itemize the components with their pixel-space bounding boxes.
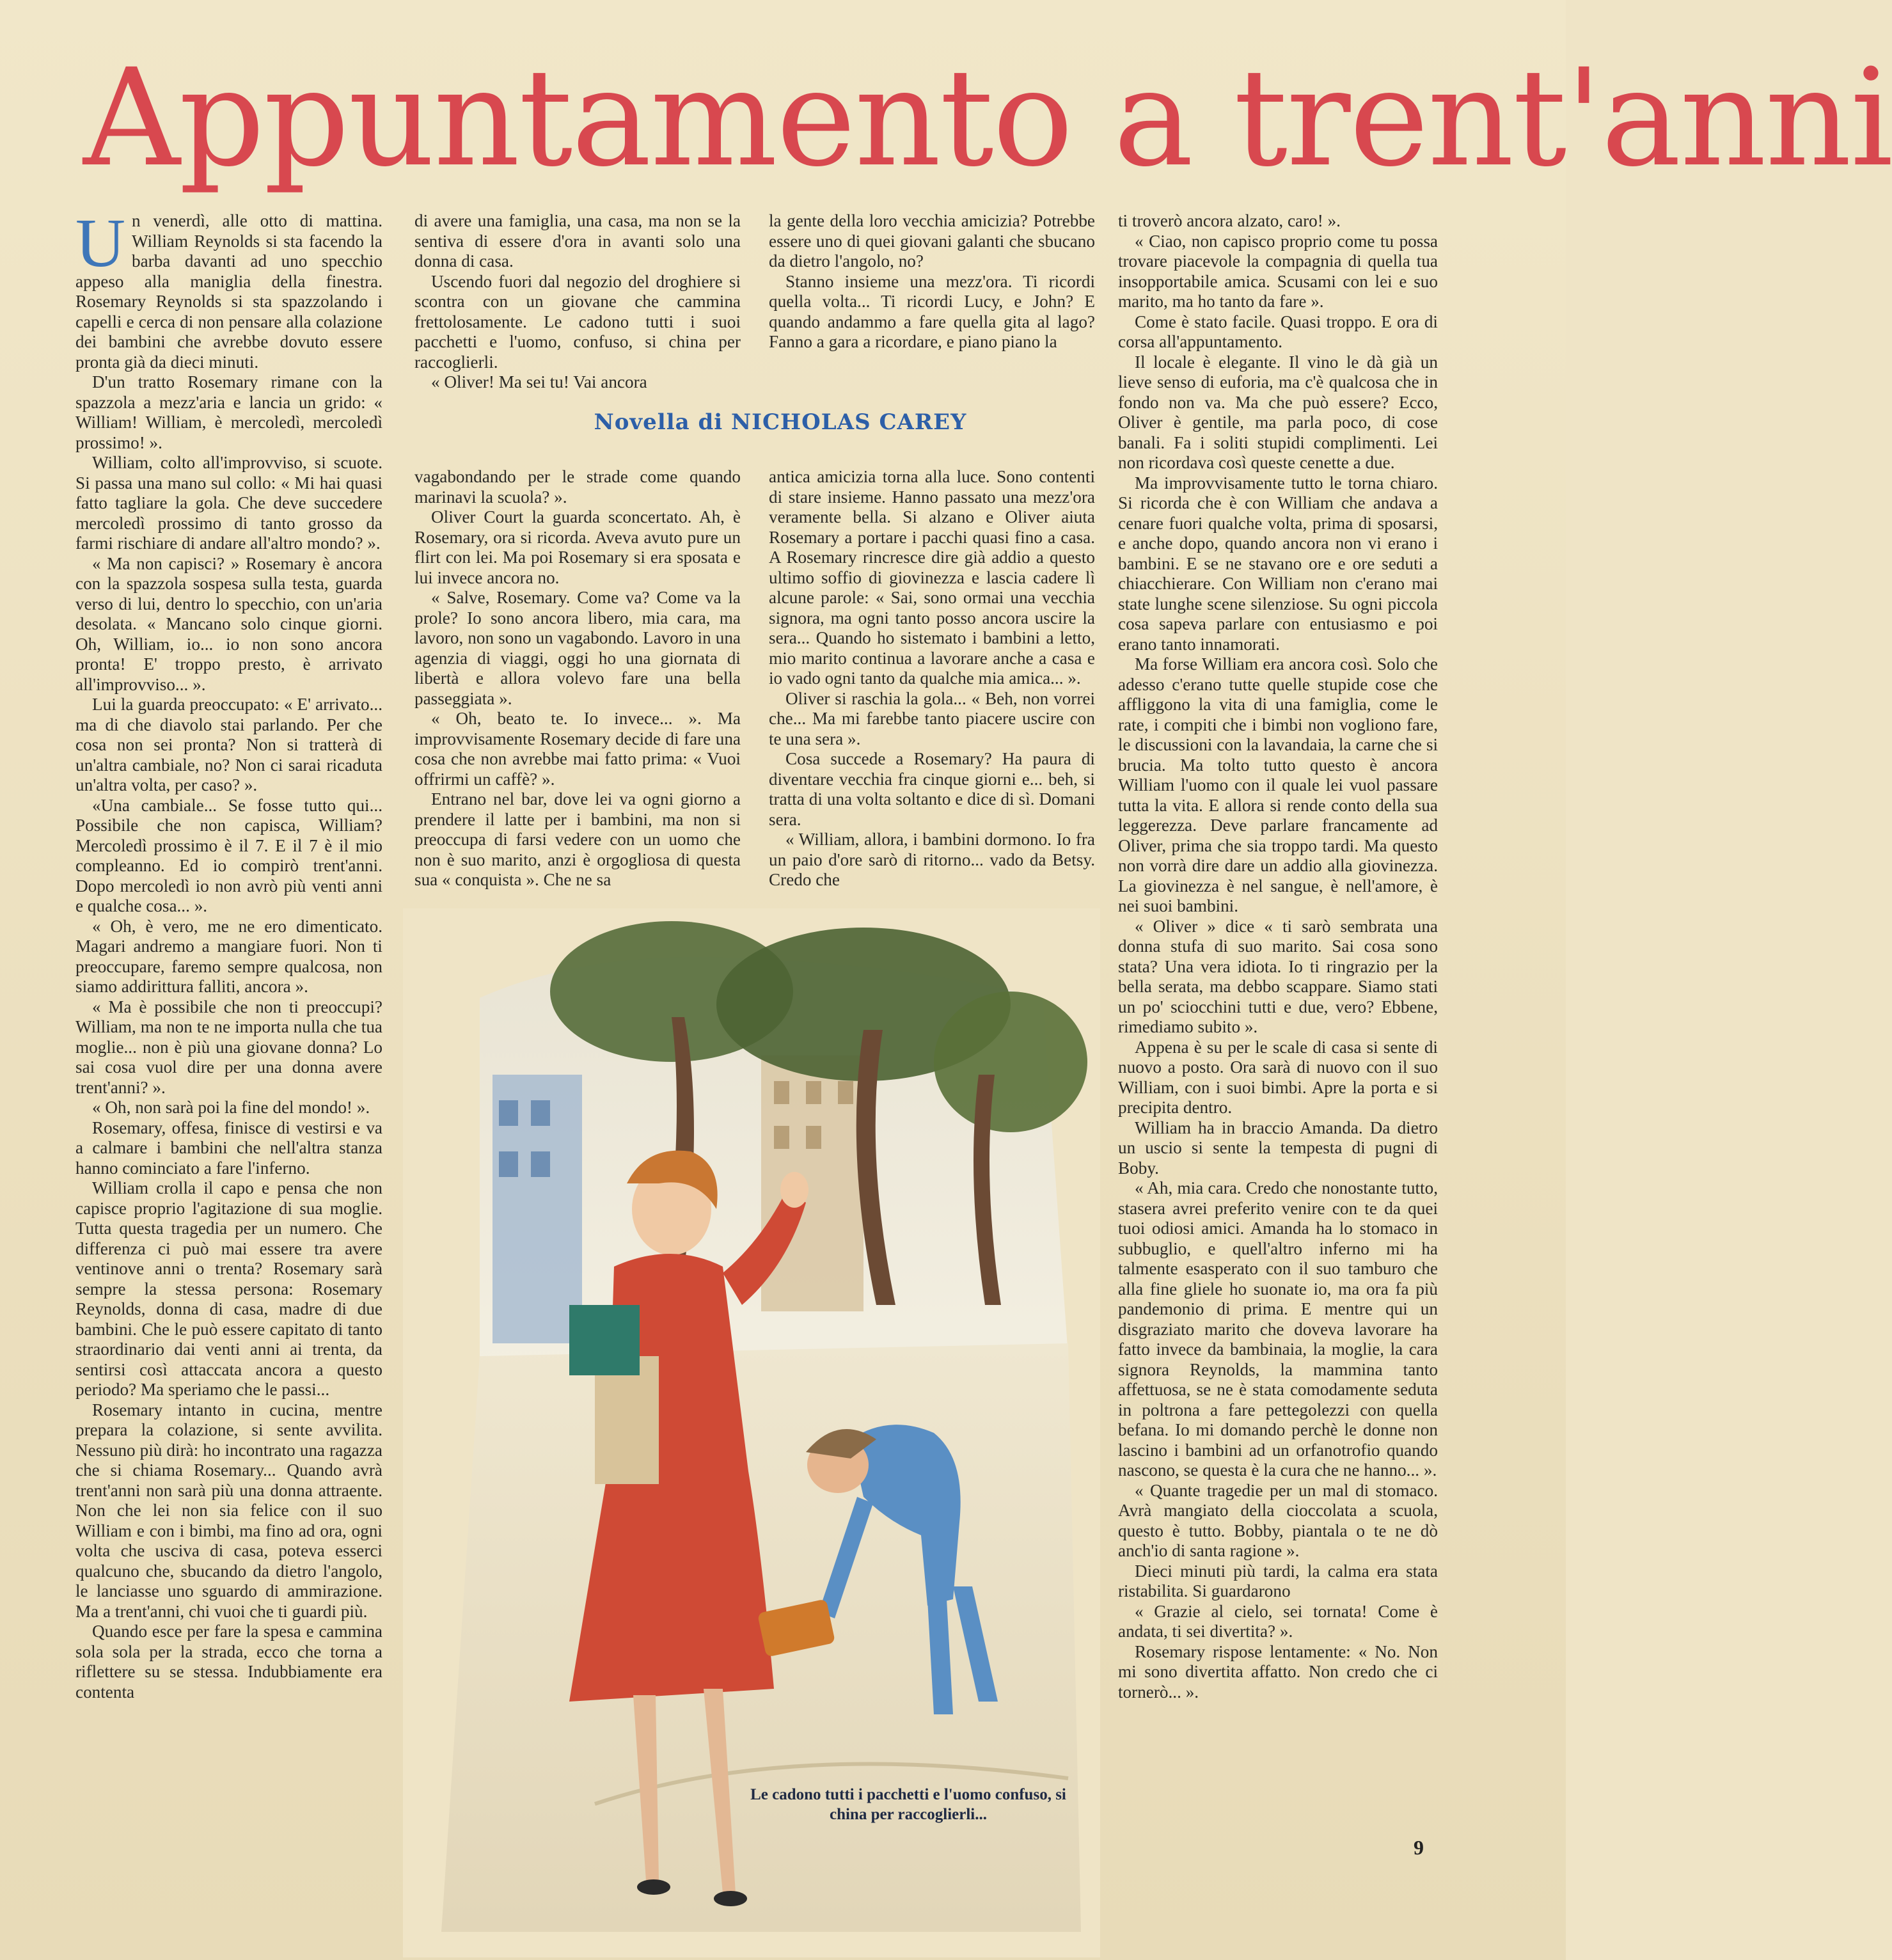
illustration-caption: Le cadono tutti i pacchetti e l'uomo confuso, si china per raccoglierli... (750, 1786, 1066, 1823)
paragraph: « Oh, non sarà poi la fine del mondo! ». (92, 1098, 370, 1117)
paragraph: di avere una famiglia, una casa, ma non se la sentiva di essere d'ora in avanti solo una donna di casa. (414, 211, 741, 271)
paragraph: « Ma non capisci? » Rosemary è ancora con la spazzola sospesa sulla testa, guarda verso di lui, dentro lo specchio, con un'aria desolata. « Mancano solo cinque giorni. Oh, William, io... io non sono ancora pronta! E' troppo presto, è arrivato all'improvviso... ». (75, 553, 382, 694)
paragraph: « Quante tragedie per un mal di stomaco. Avrà mangiato della cioccolata a scuola, questo è tutto. Bobby, piantala o te ne dò anch'io di santa ragione ». (1118, 1480, 1438, 1560)
paragraph: « Oh, beato te. Io invece... ». Ma improvvisamente Rosemary decide di fare una cosa che non avrebbe mai fatto prima: « Vuoi offrirmi un caffè? ». (414, 709, 741, 789)
paragraph: Uscendo fuori dal negozio del droghiere si scontra con un giovane che cammina frettolosamente. Le cadono tutti i suoi pacchetti e l'uomo, confuso, si china per raccoglierli. (414, 271, 741, 372)
paragraph: Rosemary, offesa, finisce di vestirsi e va a calmare i bambini che nell'altra stanza hanno cominciato a fare l'inferno. (75, 1118, 382, 1178)
text-column-3-mid (769, 467, 1095, 915)
paragraph: Rosemary intanto in cucina, mentre prepara la colazione, si sente avvilita. Nessuno più dirà: ho incontrato una ragazza che si chiama Rosemary... Quando avrà trent'anni non sarà più una donna attraente. Non che lei non sia felice con il suo William e con i bimbi, ma fino ad ora, ogni volta che usciva di casa, poteva esserci qualcuno che, sbucando da dietro l'angolo, le lanciasse uno sguardo di ammirazione. Ma a trent'anni, chi vuoi che ti guardi più. (75, 1400, 382, 1621)
paragraph: William crolla il capo e pensa che non capisce proprio l'agitazione di sua moglie. Tutta questa tragedia per un numero. Che differenza ci può mai essere tra avere ventinove anni o trenta? Rosemary sarà sempre la stessa persona: Rosemary Reynolds, donna di casa, madre di due bambini. Che le può essere capitato di tanto straordinario dai venti anni ai trenta, da sentirsi così attaccata ancora a questo periodo? Ma speriamo che le passi... (75, 1178, 382, 1399)
paragraph: n venerdì, alle otto di mattina. William Reynolds si sta facendo la barba davanti ad uno specchio appeso alla maniglia della finestra. Rosemary Reynolds si sta spazzolando i capelli e cerca di non pensare alla colazione dei bambini che avrebbe dovuto essere pronta già da dieci minuti. (75, 211, 382, 372)
paragraph: « William, allora, i bambini dormono. Io fra un paio d'ore sarò di ritorno... vado da Betsy. Credo che (769, 830, 1095, 889)
paragraph: « Ciao, non capisco proprio come tu possa trovare piacevole la compagnia di quella tua insopportabile amica. Scusami con lei e suo marito, ma ho tanto da fare ». (1118, 231, 1438, 311)
paragraph: D'un tratto Rosemary rimane con la spazzola a mezz'aria e lancia un grido: « William! William, è mercoledì, mercoledì prossimo! ». (75, 372, 382, 452)
paragraph: Oliver Court la guarda sconcertato. Ah, è Rosemary, ora si ricorda. Aveva avuto pure un flirt con lei. Ma poi Rosemary si era sposata e lui invece ancora no. (414, 507, 741, 587)
paragraph: Ma improvvisamente tutto le torna chiaro. Si ricorda che è con William che andava a cenare fuori qualche volta, prima di sposarsi, e anche dopo, quando ancora non vi erano i bambini. E se ne stavano ore e ore seduti a chiacchierare. Con William non c'erano mai state lunghe scene silenziose. Su ogni piccola cosa sapeva parlare con entusiasmo e poi erano tanto innamorati. (1118, 473, 1438, 654)
paragraph: « Oliver! Ma sei tu! Vai ancora (431, 372, 647, 391)
paragraph: Cosa succede a Rosemary? Ha paura di diventare vecchia fra cinque giorni e... beh, si tratta di una volta soltanto e dice di sì. Domani sera. (769, 749, 1095, 829)
paragraph: Oliver si raschia la gola... « Beh, non vorrei che... Ma mi farebbe tanto piacere uscire con te una sera ». (769, 688, 1095, 748)
paragraph: « Ah, mia cara. Credo che nonostante tutto, stasera avrei preferito venire con te da quei tuoi odiosi amici. Amanda ha lo stomaco in subbuglio, e quell'altro inferno mi ha talmente esasperato con il suo tamburo che alla fine gliele ho suonate io, ma ora fa più pandemonio di prima. E mentre qui un disgraziato marito che doveva lavorare ha fatto invece da bambinaia, la moglie, la cara signora Reynolds, la mammina tanto affettuosa, se ne è stata comodamente seduta in poltrona a fare pettegolezzi con quella befana. Io mi domando perchè le donne non lascino i bambini ad un orfanotrofio quando nascono, se questa è la cura che ne hanno... ». (1118, 1178, 1438, 1480)
text-column-4 (1118, 211, 1438, 1849)
paragraph: Come è stato facile. Quasi troppo. E ora di corsa all'appuntamento. (1118, 312, 1438, 351)
text-column-1 (75, 205, 382, 1868)
drop-cap: U (75, 205, 125, 281)
paragraph: Rosemary rispose lentamente: « No. Non mi sono divertita affatto. Non credo che ci tornerò... ». (1118, 1641, 1438, 1702)
paragraph: « Ma è possibile che non ti preoccupi? William, ma non te ne importa nulla che tua moglie... non è più una giovane donna? Lo sai cosa vuol dire per una donna avere trent'anni? ». (75, 997, 382, 1097)
paragraph: Stanno insieme una mezz'ora. Ti ricordi quella volta... Ti ricordi Lucy, e John? E quando andammo a fare quella gita al lago? Fanno a gara a ricordare, e piano piano la (769, 271, 1095, 351)
paragraph: vagabondando per le strade come quando marinavi la scuola? ». (414, 467, 741, 507)
paragraph: Il locale è elegante. Il vino le dà già un lieve senso di euforia, ma c'è qualcosa che in fondo non va. Ma che può essere? Ecco, Oliver è gentile, ma parla poco, di cose banali. Fa i soliti stupidi complimenti. Lei non ricordava così queste cenette a due. (1118, 352, 1438, 472)
text-column-2-mid (414, 467, 741, 915)
byline: Novella di NICHOLAS CAREY (594, 409, 967, 435)
paragraph: William ha in braccio Amanda. Da dietro un uscio si sente la tempesta di pugni di Boby. (1118, 1118, 1438, 1178)
paragraph: Lui la guarda preoccupato: « E' arrivato... ma di che diavolo stai parlando. Per che cosa non sei pronta? Non si tratterà di un'altra cambiale, no? Non ci sarai ricaduta un'altra volta, per caso? ». (75, 695, 382, 794)
paragraph: Quando esce per fare la spesa e cammina sola sola per la strada, ecco che torna a riflettere su se stessa. Indubbiamente era contenta (75, 1622, 382, 1702)
paragraph: « Salve, Rosemary. Come va? Come va la prole? Io sono ancora libero, mia cara, ma lavoro, non sono un vagabondo. Lavoro in una agenzia di viaggi, oggi ho una giornata di libertà e allora volevo fare una bella passeggiata ». (414, 588, 741, 708)
paragraph: Ma forse William era ancora così. Solo che adesso c'erano tutte quelle stupide cose che affliggono la vita di una famiglia, come le rate, i compiti che i bimbi non vogliono fare, le discussioni con la lavandaia, la carne che si brucia. Ma tolto tutto questo è ancora William l'uomo con il quale lei vuol passare tutta la vita. E allora si rende conto della sua leggerezza. Deve parlare francamente ad Oliver, prima che sia troppo tardi. Ma questo non vorrà dire dare un addio alla giovinezza. La giovinezza è nel sangue, è nell'amore, è nei suoi bambini. (1118, 654, 1438, 915)
paragraph: « Grazie al cielo, sei tornata! Come è andata, ti sei divertita? ». (1118, 1601, 1438, 1641)
story-title: Appuntamento a trent'anni (83, 40, 1892, 196)
page-number: 9 (1414, 1836, 1424, 1859)
paragraph: Entrano nel bar, dove lei va ogni giorno a prendere il latte per i bambini, ma non si preoccupa di farsi vedere con un uomo che non è suo marito, anzi è orgogliosa di questa sua « conquista ». Che ne sa (414, 789, 741, 889)
paragraph: « Oliver » dice « ti sarò sembrata una donna stufa di suo marito. Sai cosa sono stata? Una vera idiota. Io ti ringrazio per la bella serata, ma debbo scappare. Siamo stati un po' sciocchini tutti e due, vero? Ebbene, rimediamo subito ». (1118, 916, 1438, 1036)
paragraph: William, colto all'improvviso, si scuote. Si passa una mano sul collo: « Mi hai quasi fatto tagliare la gola. Che deve succedere mercoledì prossimo di tanto grosso da farmi rischiare di andare all'altro mondo? ». (75, 453, 382, 553)
paragraph: Appena è su per le scale di casa si sente di nuovo a posto. Ora sarà di nuovo con il suo William, con i suoi bimbi. Apre la porta e si precipita dentro. (1118, 1037, 1438, 1117)
paragraph: « Oh, è vero, me ne ero dimenticato. Magari andremo a mangiare fuori. Non ti preoccupare, faremo sempre qualcosa, non siamo addirittura falliti, ancora ». (75, 916, 382, 996)
paragraph: la gente della loro vecchia amicizia? Potrebbe essere uno di quei giovani galanti che sbucano da dietro l'angolo, no? (769, 211, 1095, 271)
paragraph: «Una cambiale... Se fosse tutto qui... Possibile che non capisca, William? Mercoledì prossimo è il 7. E il 7 è il mio compleanno. Ed io compirò trent'anni. Dopo mercoledì io non avrò più venti anni e qualche cosa... ». (75, 795, 382, 915)
paragraph: Dieci minuti più tardi, la calma era stata ristabilita. Si guardarono (1118, 1561, 1438, 1600)
text-column-2-top (414, 211, 741, 391)
paragraph: ti troverò ancora alzato, caro! ». (1118, 211, 1341, 230)
paragraph: antica amicizia torna alla luce. Sono contenti di stare insieme. Hanno passato una mezz'ora veramente bella. Si alzano e Oliver aiuta Rosemary a portare i pacchi quasi fino a casa. A Rosemary rincresce dire già addio a questo ultimo soffio di giovinezza e lascia cadere lì alcune parole: « Sai, sono ormai una vecchia signora, ma ogni tanto posso ancora uscire la sera... Quando ho sistemato i bambini a letto, mio marito continua a lavorare anche a casa e io vado ogni tanto da qualche mia amica... ». (769, 467, 1095, 688)
text-column-3-top (769, 211, 1095, 377)
